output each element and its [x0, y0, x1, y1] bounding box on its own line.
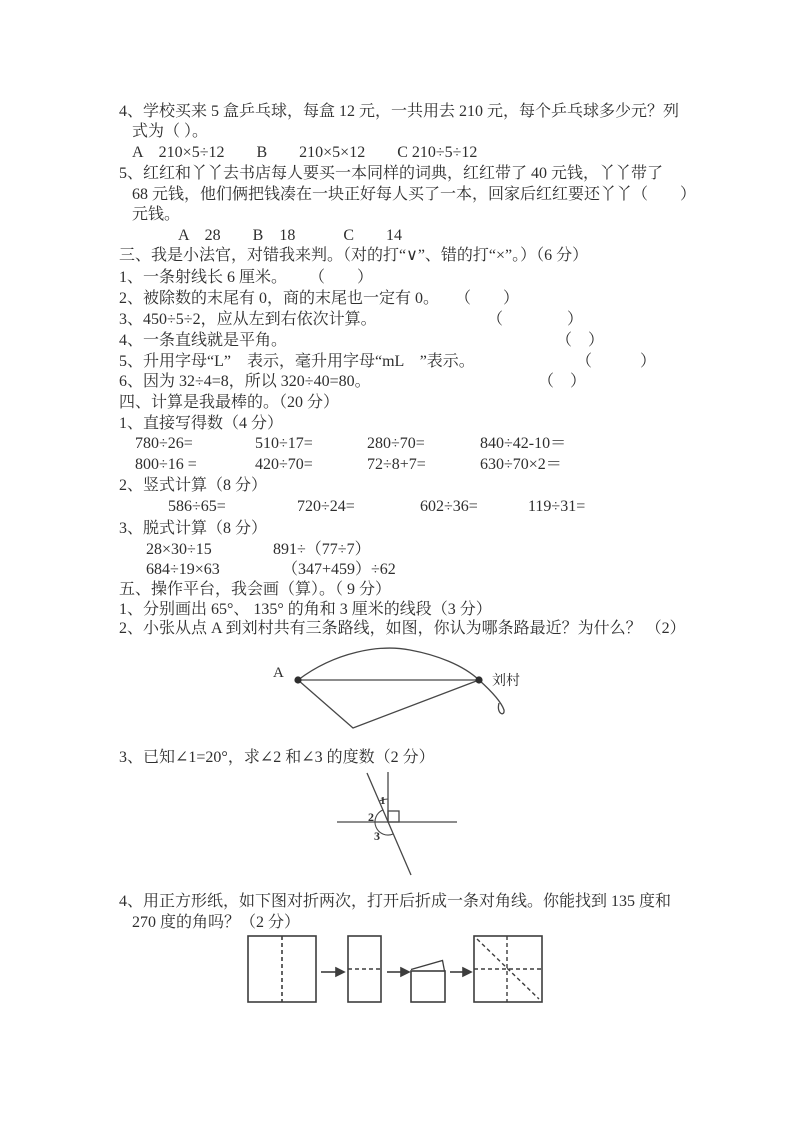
fold-step-3-flap [411, 961, 445, 972]
angle-2-label: 2 [368, 810, 374, 824]
section-4-sub-1: 1、直接写得数（4 分） [119, 415, 284, 432]
tf-item-3 [119, 310, 699, 330]
tf-item-2 [119, 289, 699, 309]
tf-item-4 [119, 331, 699, 351]
direct-calc-expr: 630÷70×2＝ [480, 456, 562, 473]
right-angle-marker [388, 811, 399, 822]
tf-item-1-text: 1、一条射线长 6 厘米。 [119, 269, 288, 286]
tf-item-2-text: 2、被除数的末尾有 0，商的末尾也一定有 0。 [119, 290, 440, 307]
question-5-line-2: 68 元钱，他们俩把钱凑在一块正好每人买了一本，回家后红红要还丫丫（ ） [132, 186, 697, 203]
angle-3-label: 3 [374, 829, 380, 843]
tf-item-5-paren: （ ） [576, 353, 657, 370]
slanted-line [367, 773, 411, 875]
village-label: 刘村 [492, 674, 520, 689]
question-4-line-2: 式为（ ）。 [132, 123, 209, 140]
tf-item-3-text: 3、450÷5÷2，应从左到右依次计算。 [119, 311, 377, 328]
tf-item-6-paren: （ ） [538, 373, 587, 390]
angle-figure [330, 765, 465, 880]
vertical-calc-expr: 720÷24= [297, 498, 355, 515]
direct-calc-expr: 840÷42-10＝ [480, 435, 567, 452]
section-4-sub-2: 2、竖式计算（8 分） [119, 477, 268, 494]
question-5-line-3: 元钱。 [132, 206, 181, 223]
tf-item-6-text: 6、因为 32÷4=8，所以 320÷40=80。 [119, 373, 371, 390]
route-figure [265, 640, 530, 750]
direct-calc-expr: 280÷70= [367, 435, 425, 452]
arrow-3-head [463, 968, 471, 976]
village-dot [475, 676, 482, 683]
fold-step-3-square [411, 971, 445, 1002]
fold-step-4-diagonal-crease [477, 939, 539, 999]
section-3-header: 三、我是小法官，对错我来判。（对的打“∨”、错的打“×”。）（6 分） [119, 247, 589, 264]
stepwise-calc-expr: 28×30÷15 [146, 541, 212, 558]
point-a-dot [294, 676, 301, 683]
stepwise-calc-expr: 891÷（77÷7） [273, 541, 371, 558]
angle-1-label: 1 [380, 795, 386, 807]
section-5-q4-line-2: 270 度的角吗？（2 分） [132, 914, 301, 931]
tf-item-5 [119, 352, 699, 372]
tf-item-5-text: 5、升用字母“L” 表示，毫升用字母“mL ”表示。 [119, 353, 475, 370]
tf-item-6 [119, 372, 699, 392]
section-5-q2: 2、小张从点 A 到刘村共有三条路线，如图，你认为哪条路最近？为什么？ （2） [119, 620, 686, 637]
arrow-2-head [401, 968, 409, 976]
direct-calc-expr: 420÷70= [255, 456, 313, 473]
tf-item-4-text: 4、一条直线就是平角。 [119, 332, 288, 349]
section-4-sub-3: 3、脱式计算（8 分） [119, 520, 268, 537]
route-lower-path [298, 680, 479, 728]
direct-calc-expr: 72÷8+7= [367, 456, 426, 473]
vertical-calc-expr: 602÷36= [420, 498, 478, 515]
question-5-line-1: 5、红红和丫丫去书店每人要买一本同样的词典，红红带了 40 元钱，丫丫带了 [119, 165, 664, 182]
arrow-1-head [336, 968, 344, 976]
section-5-q3: 3、已知∠1=20°，求∠2 和∠3 的度数（2 分） [119, 749, 435, 766]
question-5-options: A 28 B 18 C 14 [178, 227, 403, 244]
point-a-label: A [273, 665, 284, 681]
vertical-calc-expr: 586÷65= [168, 498, 226, 515]
folding-figure [247, 935, 544, 1004]
tf-item-3-paren: （ ） [487, 311, 584, 328]
section-4-header: 四、计算是我最棒的。（20 分） [119, 394, 340, 411]
tf-item-1-paren: （ ） [309, 269, 374, 286]
tf-item-2-paren: （ ） [455, 290, 520, 307]
section-5-q4-line-1: 4、用正方形纸，如下图对折两次，打开后折成一条对角线。你能找到 135 度和 [119, 893, 672, 910]
question-4-line-1: 4、学校买来 5 盒乒乓球，每盒 12 元，一共用去 210 元，每个乒乓球多少元？列 [119, 103, 680, 120]
stepwise-calc-expr: （347+459）÷62 [282, 561, 396, 578]
section-5-header: 五、操作平台，我会画（算）。（ 9 分） [119, 581, 392, 598]
question-4-options: A 210×5÷12 B 210×5×12 C 210÷5÷12 [132, 144, 478, 161]
tf-item-4-paren: （ ） [556, 332, 605, 349]
direct-calc-expr: 800÷16 = [135, 456, 197, 473]
tf-item-1 [119, 268, 699, 288]
direct-calc-expr: 510÷17= [255, 435, 313, 452]
route-upper-curve [298, 648, 504, 714]
direct-calc-expr: 780÷26= [135, 435, 193, 452]
vertical-calc-expr: 119÷31= [528, 498, 586, 515]
stepwise-calc-expr: 684÷19×63 [146, 561, 220, 578]
section-5-q1: 1、分别画出 65°、 135° 的角和 3 厘米的线段（3 分） [119, 601, 492, 618]
